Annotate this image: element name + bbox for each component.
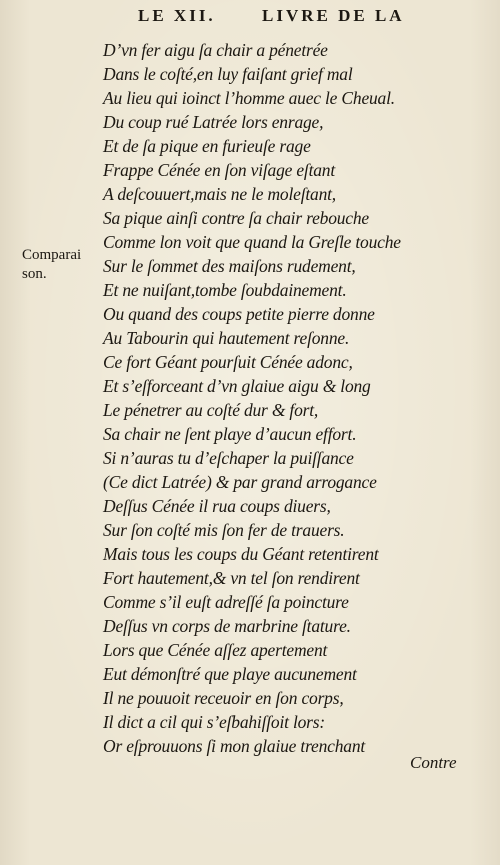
verse-line: Deſſus vn corps de marbrine ſtature.	[103, 616, 351, 636]
verse-line: (Ce dict Latrée) & par grand arrogance	[103, 472, 377, 492]
verse-line: Et s’eſforceant d’vn glaiue aigu & long	[103, 376, 371, 396]
verse-line: Eut démonſtré que playe aucunement	[103, 664, 357, 684]
verse-line: Mais tous les coups du Géant retentirent	[103, 544, 379, 564]
running-head	[0, 6, 500, 28]
verse-line: Ce fort Géant pourſuit Cénée adonc,	[103, 352, 353, 372]
verse-line: Ou quand des coups petite pierre donne	[103, 304, 375, 324]
running-head-left: LE XII.	[138, 6, 216, 25]
verse-line: Fort hautement,& vn tel ſon rendirent	[103, 568, 360, 588]
verse-line: Et de ſa pique en furieuſe rage	[103, 136, 311, 156]
verse-line: Sur le ſommet des maiſons rudement,	[103, 256, 356, 276]
running-head-right: LIVRE DE LA	[262, 6, 405, 25]
verse-line: Comme lon voit que quand la Greſle touche	[103, 232, 401, 252]
verse-line: Or eſprouuons ſi mon glaiue trenchant	[103, 736, 366, 756]
verse-line: Il dict a cil qui s’eſbahiſſoit lors:	[103, 712, 326, 732]
verse-line: Au lieu qui ioinct l’homme auec le Cheual.	[103, 88, 395, 108]
margin-note-line: Comparai	[22, 247, 82, 263]
verse-line: Sa pique ainſi contre ſa chair rebouche	[103, 208, 369, 228]
verse-line: Sur ſon coſté mis ſon fer de trauers.	[103, 520, 345, 540]
verse-line: Comme s’il euſt adreſſé ſa poincture	[103, 592, 349, 612]
verse-line: Frappe Cénée en ſon viſage eſtant	[103, 160, 336, 180]
margin-note	[22, 246, 102, 284]
verse-line: D’vn fer aigu ſa chair a pénetrée	[103, 40, 328, 60]
verse-line: Le pénetrer au coſté dur & fort,	[103, 400, 319, 420]
verse-line: Sa chair ne ſent playe d’aucun effort.	[103, 424, 357, 444]
verse-line: Du coup rué Latrée lors enrage,	[103, 112, 324, 132]
verse-line: Au Tabourin qui hautement reſonne.	[103, 328, 350, 348]
verse-line: Si n’auras tu d’eſchaper la puiſſance	[103, 448, 354, 468]
verse-line: A deſcouuert,mais ne le moleſtant,	[103, 184, 336, 204]
verse-line: Il ne pouuoit receuoir en ſon corps,	[103, 688, 344, 708]
margin-note-line: son.	[22, 266, 47, 282]
verse-line: Lors que Cénée aſſez apertement	[103, 640, 328, 660]
verse-line: Deſſus Cénée il rua coups diuers,	[103, 496, 331, 516]
verse-line: Et ne nuiſant,tombe ſoubdainement.	[103, 280, 347, 300]
verse-line: Dans le coſté,en luy faiſant grief mal	[103, 64, 353, 84]
catchword: Contre	[410, 753, 457, 772]
